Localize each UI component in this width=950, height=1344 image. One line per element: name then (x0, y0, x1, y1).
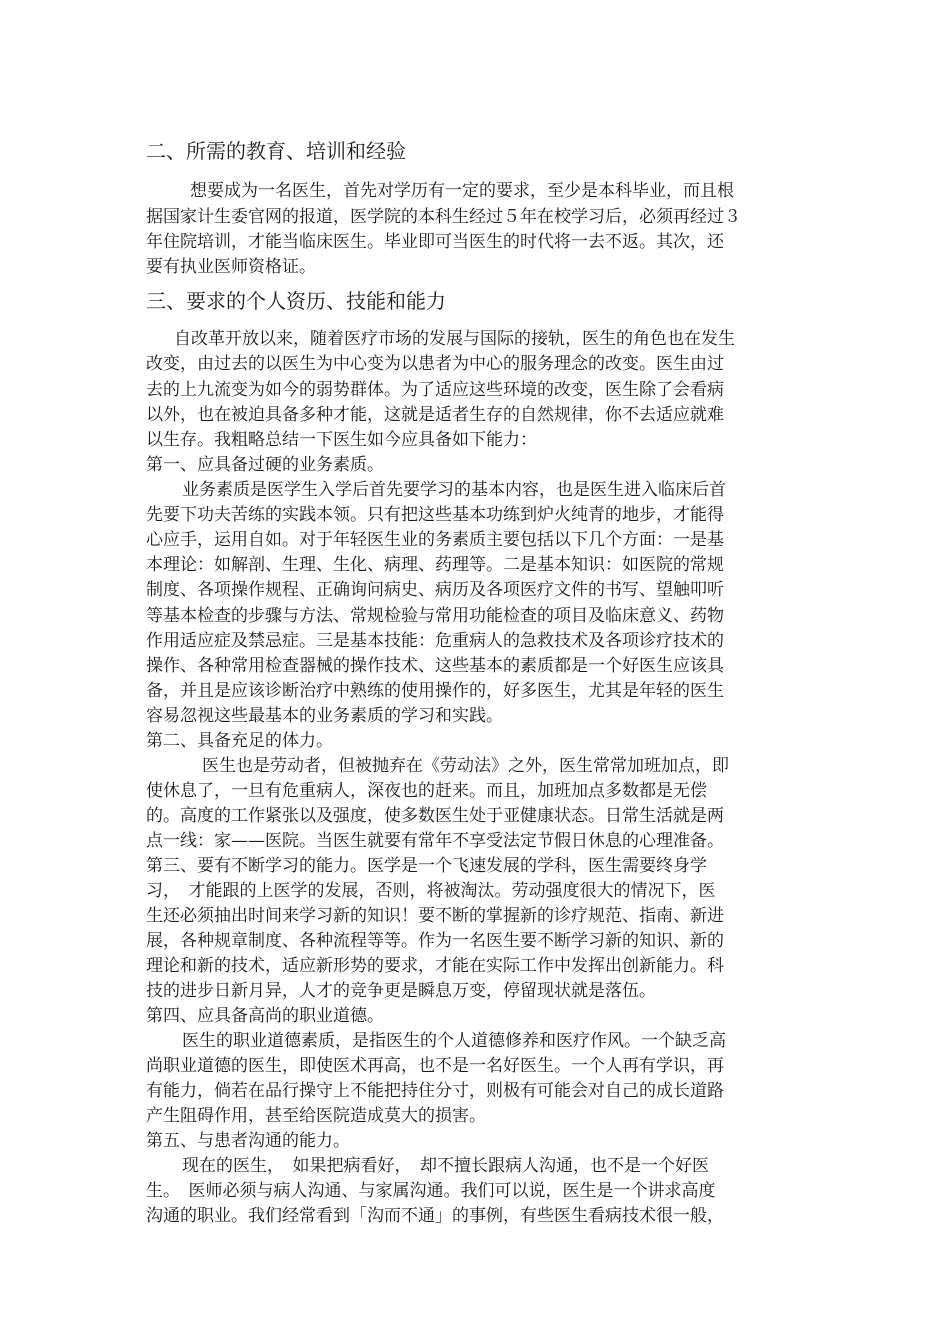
paragraph-line: 生。 医师必须与病人沟通、与家属沟通。我们可以说，医生是一个讲求高度 (146, 1181, 716, 1201)
paragraph-line: 据国家计生委官网的报道，医学院的本科生经过５年在校学习后，必须再经过３ (146, 207, 741, 227)
paragraph-line: 生还必须抽出时间来学习新的知识！要不断的掌握新的诊疗规范、指南、新进 (146, 906, 724, 926)
paragraph-line: 自改革开放以来，随着医疗市场的发展与国际的接轨，医生的角色也在发生 (174, 329, 735, 349)
paragraph-line: 产生阻碍作用，甚至给医院造成莫大的损害。 (146, 1106, 486, 1126)
paragraph-line: 以外，也在被迫具备多种才能，这就是适者生存的自然规律，你不去适应就难 (146, 405, 724, 425)
paragraph-line: 使休息了，一旦有危重病人，深夜也的赶来。而且，加班加点多数都是无偿 (146, 781, 707, 801)
paragraph-line: 医生的职业道德素质，是指医生的个人道德修养和医疗作风。一个缺乏高 (182, 1031, 726, 1051)
paragraph-line: 作用适应症及禁忌症。三是基本技能：危重病人的急救技术及各项诊疗技术的 (146, 631, 724, 651)
item-title: 第四、应具备高尚的职业道德。 (146, 1006, 384, 1026)
paragraph-line: 年住院培训，才能当临床医生。毕业即可当医生的时代将一去不返。其次，还 (146, 232, 724, 252)
paragraph-line: 等基本检查的步骤与方法、常规检验与常用功能检查的项目及临床意义、药物 (146, 606, 724, 626)
paragraph-line: 去的上九流变为如今的弱势群体。为了适应这些环境的改变，医生除了会看病 (146, 380, 724, 400)
paragraph-line: 改变，由过去的以医生为中心变为以患者为中心的服务理念的改变。医生由过 (146, 354, 724, 374)
paragraph-line: 业务素质是医学生入学后首先要学习的基本内容，也是医生进入临床后首 (182, 480, 726, 500)
item-title: 第二、具备充足的体力。 (146, 731, 333, 751)
paragraph-line: 心应手，运用自如。对于年轻医生业的务素质主要包括以下几个方面：一是基 (146, 530, 724, 550)
section-heading-education: 二、所需的教育、培训和经验 (146, 139, 406, 163)
item-title: 第一、应具备过硬的业务素质。 (146, 455, 384, 475)
paragraph-line: 理论和新的技术，适应新形势的要求，才能在实际工作中发挥出创新能力。科 (146, 956, 724, 976)
paragraph-line: 的。高度的工作紧张以及强度，使多数医生处于亚健康状态。日常生活就是两 (146, 806, 724, 826)
item-title: 第五、与患者沟通的能力。 (146, 1131, 350, 1151)
paragraph-line: 要有执业医师资格证。 (146, 257, 316, 277)
paragraph-line: 想要成为一名医生，首先对学历有一定的要求，至少是本科毕业，而且根 (190, 181, 734, 201)
paragraph-line: 有能力，倘若在品行操守上不能把持住分寸，则极有可能会对自己的成长道路 (146, 1081, 724, 1101)
paragraph-line: 先要下功夫苦练的实践本领。只有把这些基本功练到炉火纯青的地步，才能得 (146, 505, 724, 525)
paragraph-line: 医生也是劳动者，但被抛弃在《劳动法》之外，医生常常加班加点，即 (202, 756, 729, 776)
paragraph-line: 本理论：如解剖、生理、生化、病理、药理等。二是基本知识：如医院的常规 (146, 555, 724, 575)
paragraph-line: 第三、要有不断学习的能力。医学是一个飞速发展的学科，医生需要终身学 (146, 856, 707, 876)
paragraph-line: 制度、各项操作规程、正确询问病史、病历及各项医疗文件的书写、望触叩听 (146, 580, 724, 600)
paragraph-line: 沟通的职业。我们经常看到「沟而不通」的事例，有些医生看病技术很一般， (146, 1206, 724, 1226)
paragraph-line: 操作、各种常用检查器械的操作技术、这些基本的素质都是一个好医生应该具 (146, 656, 724, 676)
section-heading-skills: 三、要求的个人资历、技能和能力 (146, 289, 446, 313)
paragraph-line: 现在的医生， 如果把病看好， 却不擅长跟病人沟通，也不是一个好医 (182, 1156, 709, 1176)
paragraph-line: 备，并且是应该诊断治疗中熟练的使用操作的，好多医生，尤其是年轻的医生 (146, 681, 724, 701)
paragraph-line: 习， 才能跟的上医学的发展，否则，将被淘汰。劳动强度很大的情况下，医 (146, 881, 716, 901)
paragraph-line: 容易忽视这些最基本的业务素质的学习和实践。 (146, 706, 503, 726)
paragraph-line: 技的进步日新月异，人才的竞争更是瞬息万变，停留现状就是落伍。 (146, 981, 656, 1001)
paragraph-line: 展，各种规章制度、各种流程等等。作为一名医生要不断学习新的知识、新的 (146, 931, 724, 951)
paragraph-line: 点一线：家——医院。当医生就要有常年不享受法定节假日休息的心理准备。 (146, 831, 724, 851)
paragraph-line: 以生存。我粗略总结一下医生如今应具备如下能力： (146, 430, 537, 450)
paragraph-line: 尚职业道德的医生，即使医术再高，也不是一名好医生。一个人再有学识，再 (146, 1056, 724, 1076)
